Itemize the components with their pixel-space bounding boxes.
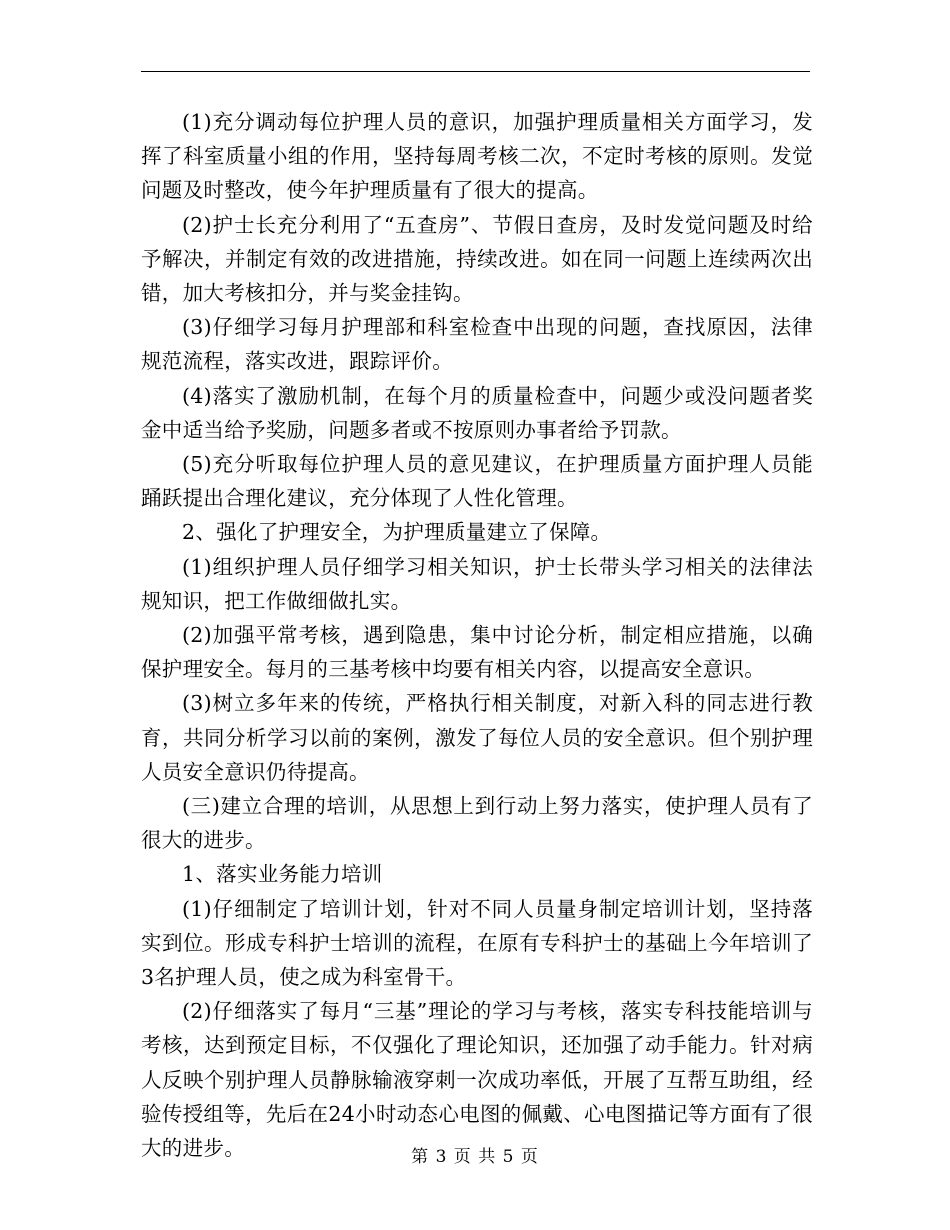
paragraph: (1)仔细制定了培训计划，针对不同人员量身制定培训计划，坚持落实到位。形成专科护士培训的流程，在原有专科护士的基础上今年培训了3名护理人员，使之成为科室骨干。 xyxy=(141,896,813,990)
paragraph: (2)加强平常考核，遇到隐患，集中讨论分析，制定相应措施，以确保护理安全。每月的三基考核中均要有相关内容，以提高安全意识。 xyxy=(141,623,813,682)
paragraph: (4)落实了激励机制，在每个月的质量检查中，问题少或没问题者奖金中适当给予奖励，问题多者或不按原则办事者给予罚款。 xyxy=(141,383,813,442)
paragraph: (1)组织护理人员仔细学习相关知识，护士长带头学习相关的法律法规知识，把工作做细做扎实。 xyxy=(141,554,813,613)
paragraph: (2)护士长充分利用了“五查房”、节假日查房，及时发觉问题及时给予解决，并制定有效的改进措施，持续改进。如在同一问题上连续两次出错，加大考核扣分，并与奖金挂钩。 xyxy=(141,212,813,306)
section-heading: (三)建立合理的培训，从思想上到行动上努力落实，使护理人员有了很大的进步。 xyxy=(141,794,813,853)
document-body xyxy=(141,105,813,1165)
paragraph: (3)树立多年来的传统，严格执行相关制度，对新入科的同志进行教育，共同分析学习以前的案例，激发了每位人员的安全意识。但个别护理人员安全意识仍待提高。 xyxy=(141,691,813,784)
paragraph: (3)仔细学习每月护理部和科室检查中出现的问题，查找原因，法律规范流程，落实改进，跟踪评价。 xyxy=(141,315,813,374)
section-heading: 2、强化了护理安全，为护理质量建立了保障。 xyxy=(182,520,612,545)
header-rule xyxy=(141,71,810,72)
paragraph: (2)仔细落实了每月“三基”理论的学习与考核，落实专科技能培训与考核，达到预定目标，不仅强化了理论知识，还加强了动手能力。针对病人反映个别护理人员静脉输液穿刺一次成功率低，开展了互帮互助组，经验传授组等，先后在24小时动态心电图的佩戴、心电图描记等方面有了很大的进步。 xyxy=(141,999,813,1161)
page-footer: 第 3 页 共 5 页 xyxy=(411,1147,539,1167)
paragraph: (1)充分调动每位护理人员的意识，加强护理质量相关方面学习，发挥了科室质量小组的作用，坚持每周考核二次，不定时考核的原则。发觉问题及时整改，使今年护理质量有了很大的提高。 xyxy=(141,110,813,203)
section-heading: 1、落实业务能力培训 xyxy=(182,862,383,887)
paragraph: (5)充分听取每位护理人员的意见建议，在护理质量方面护理人员能踊跃提出合理化建议，充分体现了人性化管理。 xyxy=(141,452,813,511)
